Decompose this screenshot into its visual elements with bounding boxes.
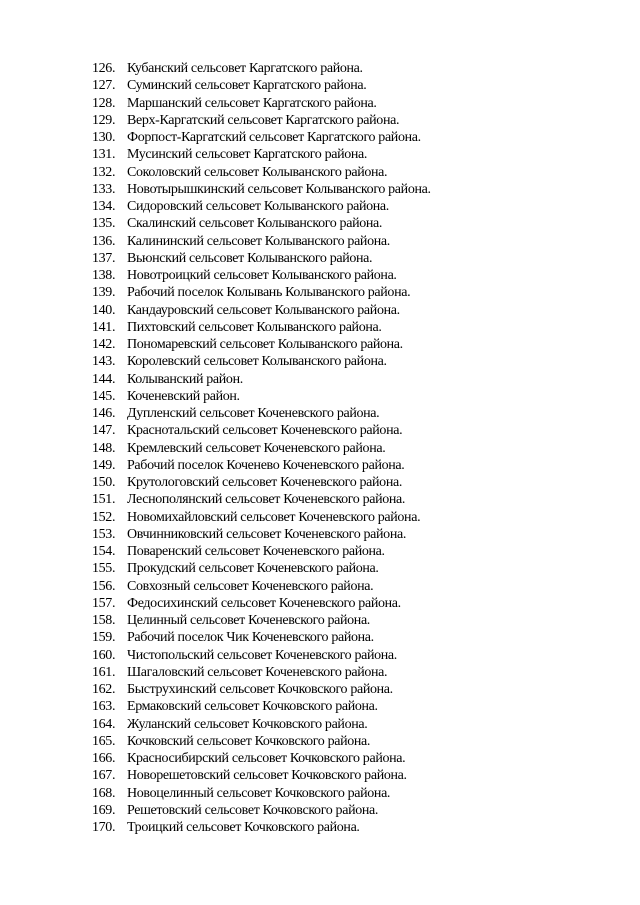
item-number: 131. <box>92 147 116 163</box>
list-item <box>92 250 431 267</box>
list-item <box>92 578 431 595</box>
municipality-list <box>92 60 431 836</box>
item-number: 127. <box>92 78 116 94</box>
item-number: 151. <box>92 492 116 508</box>
list-item <box>92 509 431 526</box>
item-number: 147. <box>92 423 116 439</box>
list-item <box>92 716 431 733</box>
item-number: 142. <box>92 337 116 352</box>
item-text: Рабочий поселок Колывань Колыванского района. <box>127 285 411 301</box>
item-text: Шагаловский сельсовет Коченевского района. <box>127 664 388 680</box>
item-number: 150. <box>92 475 116 490</box>
item-text: Вьюнский сельсовет Колыванского района. <box>127 250 373 266</box>
list-item <box>92 698 431 715</box>
list-item <box>92 560 431 577</box>
item-number: 158. <box>92 613 116 628</box>
item-text: Быструхинский сельсовет Кочковского района. <box>127 682 393 697</box>
item-number: 148. <box>92 440 116 456</box>
item-number: 162. <box>92 682 116 697</box>
item-text: Новотроицкий сельсовет Колыванского района. <box>127 268 397 283</box>
item-text: Новорешетовский сельсовет Кочковского района. <box>127 768 407 784</box>
item-text: Маршанский сельсовет Каргатского района. <box>127 95 377 111</box>
item-number: 165. <box>92 733 116 749</box>
list-item <box>92 302 431 319</box>
item-number: 154. <box>92 544 116 559</box>
item-text: Ермаковский сельсовет Кочковского района. <box>127 699 378 715</box>
list-item <box>92 681 431 698</box>
list-item <box>92 785 431 802</box>
item-text: Суминский сельсовет Каргатского района. <box>127 78 367 94</box>
item-number: 145. <box>92 388 116 404</box>
list-item <box>92 129 431 146</box>
item-text: Крутологовский сельсовет Коченевского района. <box>127 475 402 490</box>
item-text: Новоцелинный сельсовет Кочковского района. <box>127 785 391 801</box>
item-number: 136. <box>92 233 116 249</box>
item-number: 167. <box>92 768 116 784</box>
item-number: 128. <box>92 95 116 111</box>
item-text: Краснотальский сельсовет Коченевского района. <box>127 423 403 439</box>
list-item <box>92 371 431 388</box>
item-number: 163. <box>92 699 116 715</box>
item-text: Новомихайловский сельсовет Коченевского района. <box>127 509 421 525</box>
item-number: 166. <box>92 751 116 766</box>
list-item <box>92 146 431 163</box>
item-number: 159. <box>92 630 116 646</box>
item-text: Федосихинский сельсовет Коченевского района. <box>127 595 401 611</box>
item-number: 129. <box>92 112 116 128</box>
item-text: Соколовский сельсовет Колыванского района. <box>127 164 388 180</box>
item-number: 140. <box>92 302 116 318</box>
item-number: 156. <box>92 578 116 594</box>
item-number: 168. <box>92 785 116 801</box>
item-number: 134. <box>92 199 116 214</box>
item-number: 170. <box>92 820 116 835</box>
item-number: 155. <box>92 561 116 577</box>
list-item <box>92 267 431 284</box>
item-text: Решетовский сельсовет Кочковского района. <box>127 802 379 818</box>
list-item <box>92 629 431 646</box>
item-number: 157. <box>92 595 116 611</box>
item-text: Прокудский сельсовет Коченевского района. <box>127 561 379 577</box>
item-text: Поваренский сельсовет Коченевского района. <box>127 544 385 559</box>
list-item <box>92 60 431 77</box>
item-text: Кубанский сельсовет Каргатского района. <box>127 61 363 76</box>
item-text: Рабочий поселок Коченево Коченевского района. <box>127 457 405 473</box>
item-number: 169. <box>92 802 116 818</box>
item-text: Кочковский сельсовет Кочковского района. <box>127 733 371 749</box>
item-number: 137. <box>92 250 116 266</box>
list-item <box>92 388 431 405</box>
list-item <box>92 802 431 819</box>
item-text: Колыванский район. <box>127 371 243 387</box>
item-number: 133. <box>92 181 116 197</box>
list-item <box>92 233 431 250</box>
list-item <box>92 422 431 439</box>
item-number: 146. <box>92 406 116 421</box>
list-item <box>92 750 431 767</box>
item-text: Троицкий сельсовет Кочковского района. <box>127 820 360 835</box>
item-number: 143. <box>92 354 116 370</box>
list-item <box>92 440 431 457</box>
item-text: Овчинниковский сельсовет Коченевского района. <box>127 526 406 542</box>
item-text: Скалинский сельсовет Колыванского района. <box>127 216 383 232</box>
item-number: 164. <box>92 716 116 732</box>
item-number: 138. <box>92 268 116 283</box>
item-text: Целинный сельсовет Коченевского района. <box>127 613 370 628</box>
item-number: 141. <box>92 319 116 335</box>
item-text: Форпост-Каргатский сельсовет Каргатского района. <box>127 130 421 145</box>
list-item <box>92 112 431 129</box>
item-text: Жуланский сельсовет Кочковского района. <box>127 716 368 732</box>
item-text: Коченевский район. <box>127 388 240 404</box>
list-item <box>92 95 431 112</box>
item-number: 161. <box>92 664 116 680</box>
list-item <box>92 319 431 336</box>
list-item <box>92 647 431 664</box>
item-text: Верх-Каргатский сельсовет Каргатского района. <box>127 112 400 128</box>
list-item <box>92 77 431 94</box>
item-number: 160. <box>92 647 116 663</box>
list-item <box>92 457 431 474</box>
list-item <box>92 733 431 750</box>
list-item <box>92 526 431 543</box>
item-number: 152. <box>92 509 116 525</box>
list-item <box>92 612 431 629</box>
item-number: 153. <box>92 526 116 542</box>
list-item <box>92 336 431 353</box>
list-item <box>92 767 431 784</box>
list-item <box>92 164 431 181</box>
item-text: Кандауровский сельсовет Колыванского района. <box>127 302 400 318</box>
list-item <box>92 543 431 560</box>
item-text: Леснополянский сельсовет Коченевского района. <box>127 492 406 508</box>
list-item <box>92 284 431 301</box>
item-text: Мусинский сельсовет Каргатского района. <box>127 147 368 163</box>
item-number: 139. <box>92 285 116 301</box>
list-item <box>92 595 431 612</box>
item-text: Пономаревский сельсовет Колыванского района. <box>127 337 403 352</box>
item-text: Рабочий поселок Чик Коченевского района. <box>127 630 374 646</box>
list-item <box>92 215 431 232</box>
list-item <box>92 405 431 422</box>
item-text: Королевский сельсовет Колыванского района. <box>127 354 387 370</box>
list-item <box>92 819 431 836</box>
list-item <box>92 474 431 491</box>
item-number: 132. <box>92 164 116 180</box>
list-item <box>92 664 431 681</box>
item-text: Совхозный сельсовет Коченевского района. <box>127 578 374 594</box>
item-text: Калининский сельсовет Колыванского района. <box>127 233 390 249</box>
item-number: 135. <box>92 216 116 232</box>
item-number: 130. <box>92 130 116 145</box>
item-text: Дупленский сельсовет Коченевского района. <box>127 406 380 421</box>
item-text: Красносибирский сельсовет Кочковского района. <box>127 751 406 766</box>
list-item <box>92 491 431 508</box>
item-number: 144. <box>92 371 116 387</box>
list-item <box>92 198 431 215</box>
item-number: 126. <box>92 61 116 76</box>
item-text: Кремлевский сельсовет Коченевского района. <box>127 440 386 456</box>
list-item <box>92 353 431 370</box>
item-number: 149. <box>92 457 116 473</box>
item-text: Новотырышкинский сельсовет Колыванского района. <box>127 181 431 197</box>
item-text: Пихтовский сельсовет Колыванского района. <box>127 319 382 335</box>
list-item <box>92 181 431 198</box>
item-text: Сидоровский сельсовет Колыванского района. <box>127 199 389 214</box>
item-text: Чистопольский сельсовет Коченевского района. <box>127 647 397 663</box>
